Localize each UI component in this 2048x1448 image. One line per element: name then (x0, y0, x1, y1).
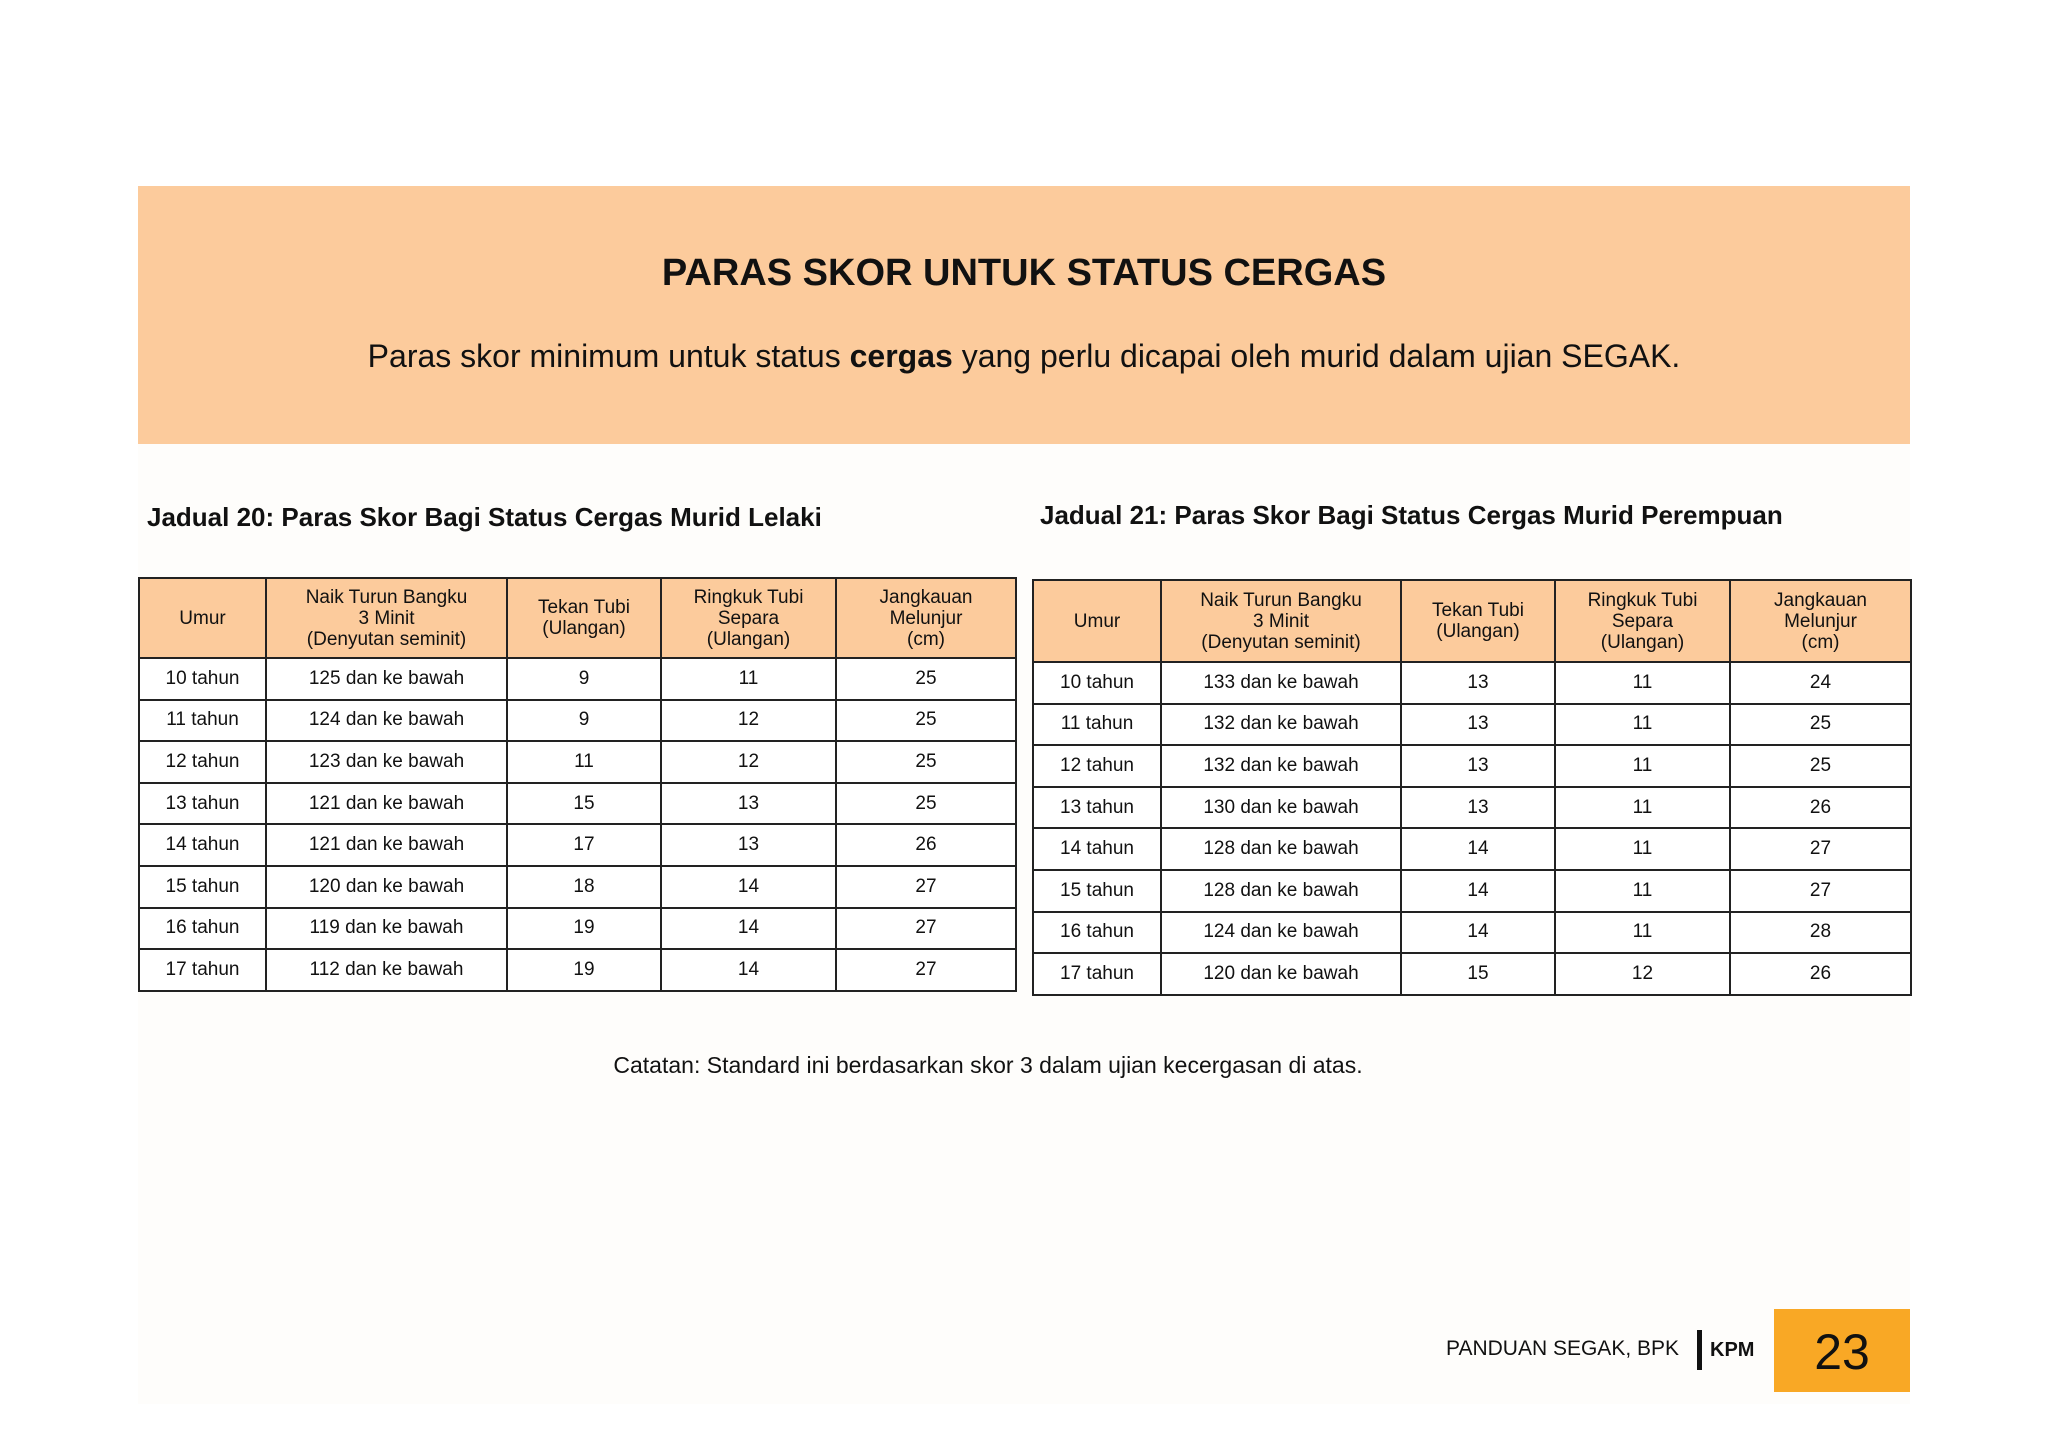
table-cell: 124 dan ke bawah (266, 700, 507, 742)
table-cell: 124 dan ke bawah (1161, 912, 1401, 954)
table-cell: 16 tahun (1033, 912, 1161, 954)
table-cell: 133 dan ke bawah (1161, 662, 1401, 704)
footer-divider (1697, 1330, 1702, 1370)
table-row (139, 949, 1016, 991)
table-cell: 16 tahun (139, 908, 266, 950)
table-row (139, 908, 1016, 950)
table-cell: 27 (836, 949, 1016, 991)
table-row (1033, 662, 1911, 704)
table-cell: 128 dan ke bawah (1161, 870, 1401, 912)
page-number: 23 (1814, 1324, 1870, 1380)
column-header-line: (cm) (1801, 631, 1840, 653)
column-header-line: Tekan Tubi (1432, 600, 1524, 621)
table-cell: 10 tahun (1033, 662, 1161, 704)
table-header-row (1033, 580, 1911, 662)
table-cell: 11 tahun (1033, 704, 1161, 746)
table-cell: 125 dan ke bawah (266, 658, 507, 700)
column-header-line: Jangkauan (879, 586, 973, 608)
table-row (139, 700, 1016, 742)
table-cell: 11 (1555, 787, 1730, 829)
subtitle-bold-word: cergas (849, 338, 953, 374)
table-row (139, 783, 1016, 825)
table-cell: 11 tahun (139, 700, 266, 742)
footnote: Catatan: Standard ini berdasarkan skor 3 dalam ujian kecergasan di atas. (613, 1052, 1363, 1078)
page-number-box (1774, 1309, 1910, 1392)
table-cell: 13 (1401, 662, 1555, 704)
table-cell: 13 tahun (139, 783, 266, 825)
table-cell: 25 (1730, 704, 1911, 746)
column-header-line: (Ulangan) (1600, 631, 1685, 653)
table-cell: 12 (1555, 953, 1730, 995)
column-header-line: (Denyutan seminit) (1201, 631, 1361, 653)
table-cell: 15 tahun (139, 866, 266, 908)
column-header-line: Ringkuk Tubi (1587, 589, 1698, 611)
table-cell: 19 (507, 908, 661, 950)
table-cell: 13 (1401, 745, 1555, 787)
table-cell: 14 (661, 866, 836, 908)
page-title: PARAS SKOR UNTUK STATUS CERGAS (661, 252, 1387, 294)
table-row (1033, 912, 1911, 954)
column-header-line: Umur (1073, 610, 1121, 632)
table-cell: 9 (507, 658, 661, 700)
column-header-line: Separa (1611, 610, 1674, 632)
column-header-line: (cm) (907, 628, 945, 650)
table-cell: 25 (1730, 745, 1911, 787)
column-header (661, 578, 836, 658)
table-row (139, 658, 1016, 700)
table-cell: 19 (507, 949, 661, 991)
column-header-line: Umur (179, 607, 226, 629)
table-cell: 26 (1730, 953, 1911, 995)
table-row (1033, 870, 1911, 912)
table-cell: 13 (1401, 787, 1555, 829)
table-cell: 14 (1401, 870, 1555, 912)
table-cell: 120 dan ke bawah (266, 866, 507, 908)
table-cell: 12 tahun (1033, 745, 1161, 787)
table-21-girls (1032, 579, 1912, 996)
column-header-line: Melunjur (1784, 610, 1857, 632)
table-row (1033, 704, 1911, 746)
table-cell: 132 dan ke bawah (1161, 745, 1401, 787)
table-21-caption: Jadual 21: Paras Skor Bagi Status Cergas Murid Perempuan (1040, 500, 1783, 530)
subtitle-part-1: Paras skor minimum untuk status (367, 338, 850, 374)
table-20-boys (138, 577, 1017, 992)
footer-publication: PANDUAN SEGAK, BPK (1446, 1337, 1680, 1360)
table-cell: 28 (1730, 912, 1911, 954)
table-cell: 11 (661, 658, 836, 700)
column-header (1555, 580, 1730, 662)
table-cell: 11 (1555, 828, 1730, 870)
table-cell: 18 (507, 866, 661, 908)
table-cell: 15 (1401, 953, 1555, 995)
table-cell: 130 dan ke bawah (1161, 787, 1401, 829)
table-cell: 11 (1555, 745, 1730, 787)
table-cell: 12 tahun (139, 741, 266, 783)
table-cell: 123 dan ke bawah (266, 741, 507, 783)
table-cell: 10 tahun (139, 658, 266, 700)
column-header (507, 578, 661, 658)
table-cell: 121 dan ke bawah (266, 783, 507, 825)
column-header (266, 578, 507, 658)
table-20-caption: Jadual 20: Paras Skor Bagi Status Cergas Murid Lelaki (147, 502, 822, 532)
column-header-line: Melunjur (889, 607, 963, 629)
table-cell: 26 (1730, 787, 1911, 829)
table-cell: 27 (1730, 870, 1911, 912)
table-cell: 14 tahun (1033, 828, 1161, 870)
table-cell: 14 (1401, 828, 1555, 870)
table-cell: 13 (661, 824, 836, 866)
table-cell: 128 dan ke bawah (1161, 828, 1401, 870)
footer-kpm-label: KPM (1710, 1339, 1755, 1361)
table-cell: 121 dan ke bawah (266, 824, 507, 866)
table-cell: 13 (1401, 704, 1555, 746)
title-banner (138, 186, 1910, 444)
table-cell: 27 (836, 908, 1016, 950)
column-header (1730, 580, 1911, 662)
table-row (139, 741, 1016, 783)
table-header-row (139, 578, 1016, 658)
column-header (1033, 580, 1161, 662)
table-cell: 14 (1401, 912, 1555, 954)
table-row (1033, 828, 1911, 870)
table-cell: 17 tahun (1033, 953, 1161, 995)
table-cell: 14 tahun (139, 824, 266, 866)
table-cell: 17 (507, 824, 661, 866)
table-cell: 13 (661, 783, 836, 825)
table-cell: 14 (661, 908, 836, 950)
subtitle-part-2: yang perlu dicapai oleh murid dalam ujian SEGAK. (952, 338, 1681, 374)
table-cell: 11 (1555, 662, 1730, 704)
table-cell: 25 (836, 700, 1016, 742)
table-cell: 119 dan ke bawah (266, 908, 507, 950)
column-header-line: 3 Minit (358, 607, 415, 629)
table-cell: 120 dan ke bawah (1161, 953, 1401, 995)
table-cell: 11 (507, 741, 661, 783)
column-header (139, 578, 266, 658)
table-cell: 13 tahun (1033, 787, 1161, 829)
column-header-line: 3 Minit (1253, 610, 1309, 632)
table-cell: 11 (1555, 912, 1730, 954)
column-header-line: Ringkuk Tubi (693, 586, 804, 608)
table-cell: 27 (836, 866, 1016, 908)
table-cell: 25 (836, 783, 1016, 825)
table-cell: 15 tahun (1033, 870, 1161, 912)
page-subtitle (138, 338, 1910, 375)
column-header (1401, 580, 1555, 662)
column-header-line: (Ulangan) (1436, 621, 1520, 642)
table-cell: 11 (1555, 870, 1730, 912)
table-cell: 12 (661, 700, 836, 742)
table-row (139, 824, 1016, 866)
column-header-line: Tekan Tubi (538, 597, 630, 618)
table-cell: 14 (661, 949, 836, 991)
column-header-line: (Ulangan) (542, 618, 626, 639)
table-cell: 132 dan ke bawah (1161, 704, 1401, 746)
table-cell: 12 (661, 741, 836, 783)
column-header-line: (Ulangan) (706, 628, 791, 650)
table-cell: 25 (836, 658, 1016, 700)
table-cell: 11 (1555, 704, 1730, 746)
table-cell: 17 tahun (139, 949, 266, 991)
table-cell: 9 (507, 700, 661, 742)
column-header-line: Naik Turun Bangku (305, 586, 468, 608)
column-header-line: Separa (717, 607, 780, 629)
table-cell: 112 dan ke bawah (266, 949, 507, 991)
column-header (1161, 580, 1401, 662)
table-cell: 27 (1730, 828, 1911, 870)
column-header-line: Naik Turun Bangku (1200, 589, 1362, 611)
table-cell: 25 (836, 741, 1016, 783)
table-row (139, 866, 1016, 908)
column-header-line: Jangkauan (1774, 589, 1867, 611)
table-row (1033, 745, 1911, 787)
table-cell: 26 (836, 824, 1016, 866)
table-cell: 15 (507, 783, 661, 825)
table-cell: 24 (1730, 662, 1911, 704)
table-row (1033, 787, 1911, 829)
table-row (1033, 953, 1911, 995)
column-header (836, 578, 1016, 658)
column-header-line: (Denyutan seminit) (306, 628, 467, 650)
